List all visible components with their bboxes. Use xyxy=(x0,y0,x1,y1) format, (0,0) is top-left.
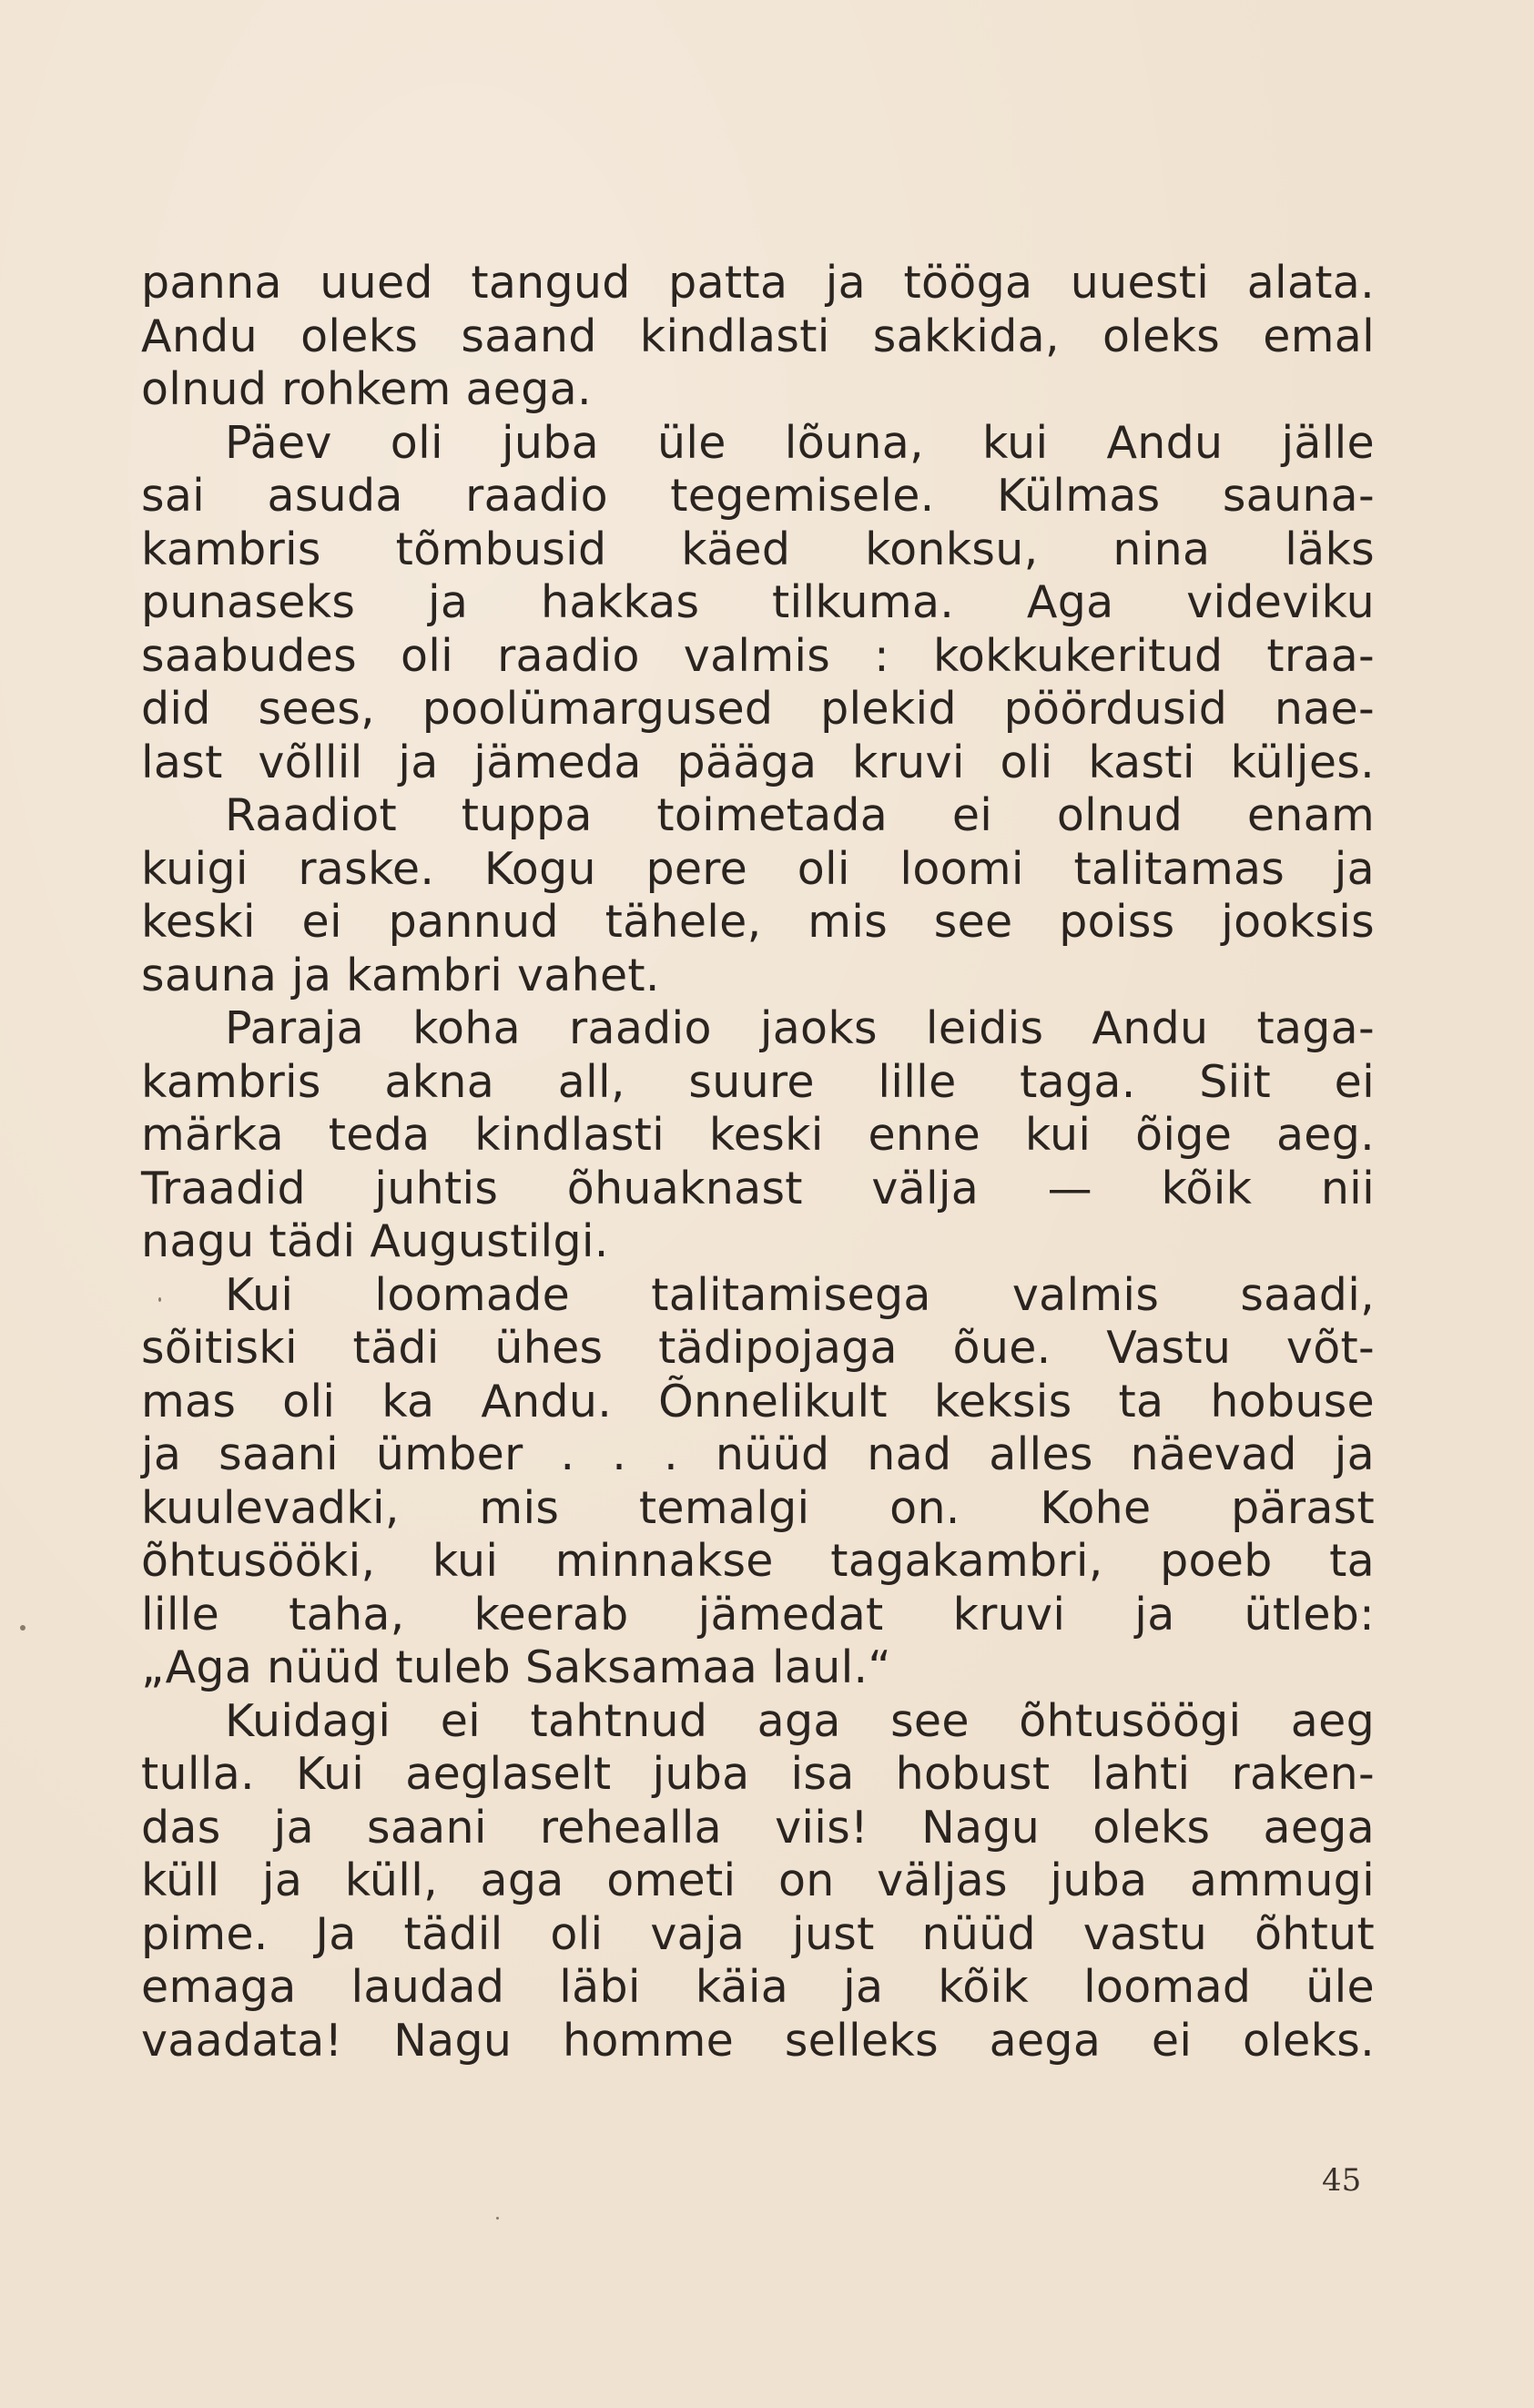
paper-speck xyxy=(20,1625,25,1631)
paper-speck xyxy=(496,2217,499,2220)
text-line: kambris tõmbusid käed konksu, nina läks xyxy=(141,523,1375,575)
text-line: kuulevadki, mis temalgi on. Kohe pärast xyxy=(141,1481,1375,1534)
text-line: nagu tädi Augustilgi. xyxy=(141,1215,609,1267)
page-number: 45 xyxy=(1322,2162,1362,2199)
paper-speck xyxy=(158,1297,161,1302)
text-line: Päev oli juba üle lõuna, kui Andu jälle xyxy=(225,416,1375,469)
text-line: emaga laudad läbi käia ja kõik loomad üle xyxy=(141,1961,1375,2013)
text-line: Andu oleks saand kindlasti sakkida, oleks emal xyxy=(141,310,1375,362)
text-line: olnud rohkem aega. xyxy=(141,363,592,415)
text-line: sõitiski tädi ühes tädipojaga õue. Vastu võt- xyxy=(141,1322,1375,1374)
text-line: Traadid juhtis õhuaknast välja — kõik nii xyxy=(141,1162,1375,1214)
text-line: märka teda kindlasti keski enne kui õige aeg. xyxy=(141,1109,1375,1161)
text-line: kambris akna all, suure lille taga. Siit ei xyxy=(141,1055,1375,1108)
text-line: did sees, poolümargused plekid pöördusid nae- xyxy=(141,683,1375,735)
text-line: panna uued tangud patta ja tööga uuesti alata. xyxy=(141,257,1375,309)
text-line: punaseks ja hakkas tilkuma. Aga videviku xyxy=(141,576,1375,628)
text-line: tulla. Kui aeglaselt juba isa hobust lahti raken- xyxy=(141,1748,1375,1800)
body-text xyxy=(141,257,1375,2068)
text-line: kuigi raske. Kogu pere oli loomi talitamas ja xyxy=(141,842,1375,895)
text-line: last võllil ja jämeda pääga kruvi oli kasti küljes. xyxy=(141,736,1375,788)
text-line: Paraja koha raadio jaoks leidis Andu taga- xyxy=(225,1002,1375,1054)
text-line: Raadiot tuppa toimetada ei olnud enam xyxy=(225,789,1375,841)
text-line: Kui loomade talitamisega valmis saadi, xyxy=(225,1268,1375,1321)
text-line: pime. Ja tädil oli vaja just nüüd vastu õhtut xyxy=(141,1907,1375,1960)
text-line: õhtusööki, kui minnakse tagakambri, poeb ta xyxy=(141,1535,1375,1587)
text-line: sai asuda raadio tegemisele. Külmas sauna- xyxy=(141,470,1375,522)
text-line: ja saani ümber . . . nüüd nad alles näevad ja xyxy=(141,1428,1375,1480)
text-line: Kuidagi ei tahtnud aga see õhtusöögi aeg xyxy=(225,1694,1375,1747)
text-line: keski ei pannud tähele, mis see poiss jooksis xyxy=(141,896,1375,948)
text-line: saabudes oli raadio valmis : kokkukeritud traa- xyxy=(141,629,1375,682)
text-line: lille taha, keerab jämedat kruvi ja ütleb: xyxy=(141,1588,1375,1641)
text-line: das ja saani rehealla viis! Nagu oleks aega xyxy=(141,1801,1375,1854)
text-line: küll ja küll, aga ometi on väljas juba ammugi xyxy=(141,1854,1375,1906)
text-line: „Aga nüüd tuleb Saksamaa laul.“ xyxy=(141,1641,892,1693)
text-line: vaadata! Nagu homme selleks aega ei oleks. xyxy=(141,2014,1375,2067)
text-line: sauna ja kambri vahet. xyxy=(141,949,660,1001)
text-line: mas oli ka Andu. Õnnelikult keksis ta hobuse xyxy=(141,1375,1375,1428)
